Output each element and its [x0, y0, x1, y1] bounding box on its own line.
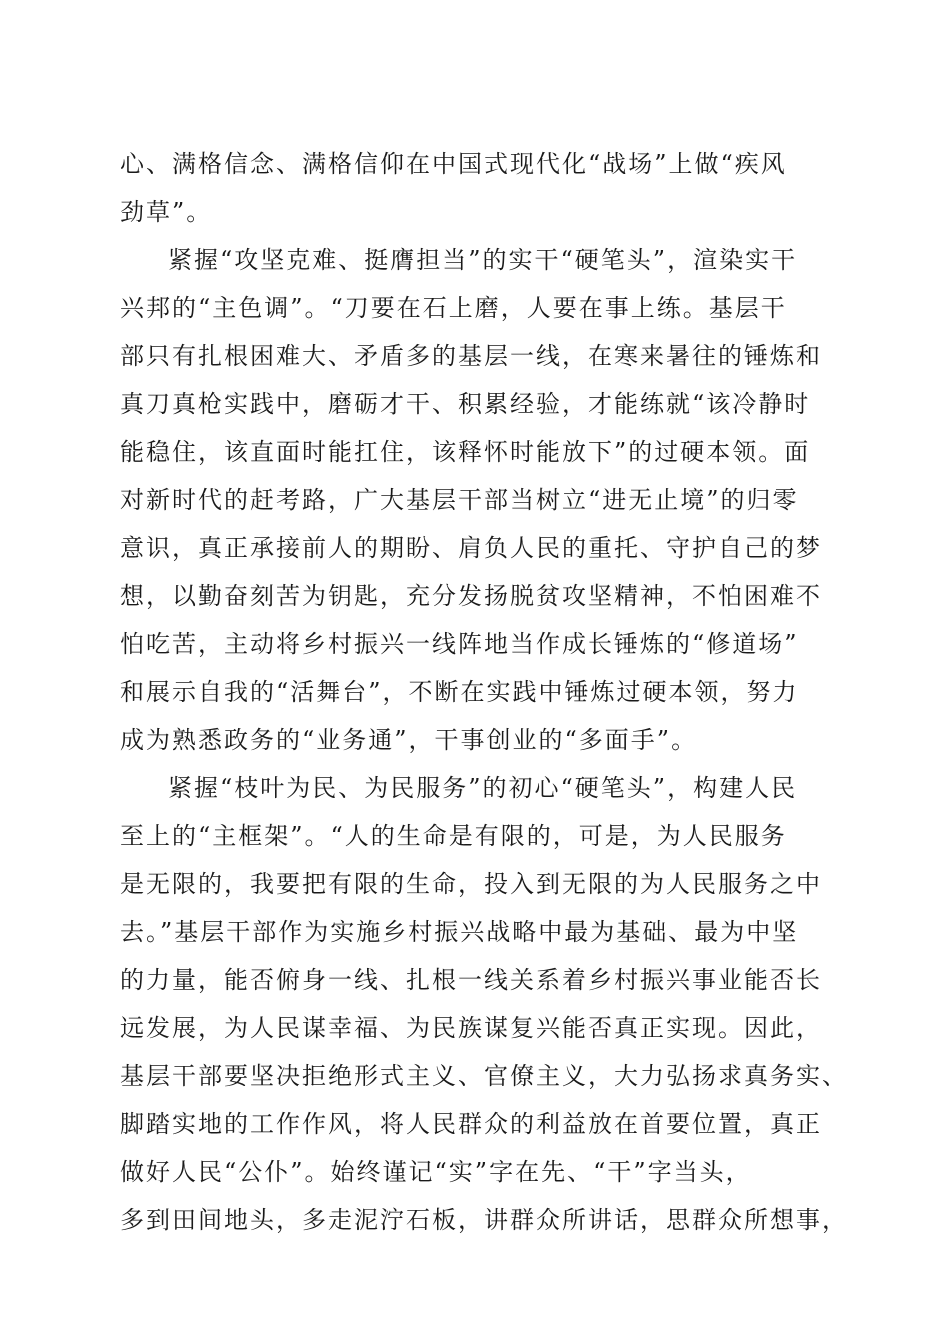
text-line: 部只有扎根困难大、矛盾多的基层一线，在寒来暑往的锤炼和 — [120, 342, 822, 370]
text-line: 多到田间地头，多走泥泞石板，讲群众所讲话，思群众所想事， — [120, 1206, 848, 1234]
text-line: 脚踏实地的工作作风，将人民群众的利益放在首要位置，真正 — [120, 1110, 822, 1138]
text-line: 至上的“主框架”。“人的生命是有限的，可是，为人民服务 — [120, 822, 787, 850]
text-line: 基层干部要坚决拒绝形式主义、官僚主义，大力弘扬求真务实、 — [120, 1062, 848, 1090]
text-line: 兴邦的“主色调”。“刀要在石上磨，人要在事上练。基层干 — [120, 294, 787, 322]
paragraph-start-line: 紧握“枝叶为民、为民服务”的初心“硬笔头”，构建人民 — [168, 774, 798, 802]
text-line: 成为熟悉政务的“业务通”，干事创业的“多面手”。 — [120, 726, 698, 754]
text-line: 心、满格信念、满格信仰在中国式现代化“战场”上做“疾风 — [120, 150, 787, 178]
text-line: 意识，真正承接前人的期盼、肩负人民的重托、守护自己的梦 — [120, 534, 822, 562]
text-line: 的力量，能否俯身一线、扎根一线关系着乡村振兴事业能否长 — [120, 966, 822, 994]
text-line: 对新时代的赶考路，广大基层干部当树立“进无止境”的归零 — [120, 486, 799, 514]
text-line: 能稳住，该直面时能扛住，该释怀时能放下”的过硬本领。面 — [120, 438, 811, 466]
text-line: 去。”基层干部作为实施乡村振兴战略中最为基础、最为中坚 — [120, 918, 799, 946]
text-line: 做好人民“公仆”。始终谨记“实”字在先、“干”字当头， — [120, 1158, 752, 1186]
paragraph-start-line: 紧握“攻坚克难、挺膺担当”的实干“硬笔头”，渲染实干 — [168, 246, 798, 274]
text-line: 怕吃苦，主动将乡村振兴一线阵地当作成长锤炼的“修道场” — [120, 630, 799, 658]
text-line: 是无限的，我要把有限的生命，投入到无限的为人民服务之中 — [120, 870, 822, 898]
text-line: 劲草”。 — [120, 198, 213, 226]
text-line: 真刀真枪实践中，磨砺才干、积累经验，才能练就“该冷静时 — [120, 390, 811, 418]
text-line: 远发展，为人民谋幸福、为民族谋复兴能否真正实现。因此， — [120, 1014, 822, 1042]
text-line: 想，以勤奋刻苦为钥匙，充分发扬脱贫攻坚精神，不怕困难不 — [120, 582, 822, 610]
text-line: 和展示自我的“活舞台”，不断在实践中锤炼过硬本领，努力 — [120, 678, 799, 706]
body-text — [120, 140, 848, 1244]
